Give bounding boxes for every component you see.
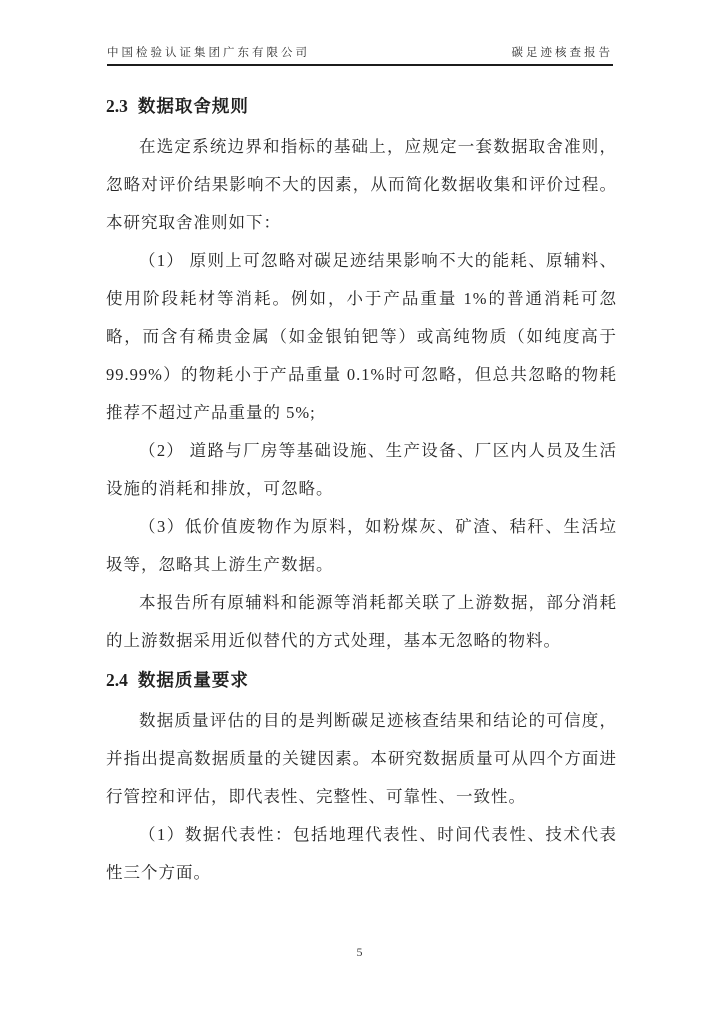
paragraph: 本报告所有原辅料和能源等消耗都关联了上游数据，部分消耗的上游数据采用近似替代的方式处理，基本无忽略的物料。 [106, 593, 617, 650]
section-heading [106, 92, 617, 120]
paragraph: （2） 道路与厂房等基础设施、生产设备、厂区内人员及生活设施的消耗和排放，可忽略。 [106, 441, 617, 498]
header-company-name: 中国检验认证集团广东有限公司 [107, 47, 310, 59]
paragraph: 在选定系统边界和指标的基础上，应规定一套数据取舍准则，忽略对评价结果影响不大的因素，从而简化数据收集和评价过程。本研究取舍准则如下： [106, 137, 617, 232]
paragraph: （3）低价值废物作为原料，如粉煤灰、矿渣、秸秆、生活垃圾等，忽略其上游生产数据。 [106, 517, 617, 574]
section-number: 2.3 [106, 96, 128, 116]
section-data-cutoff-rules [106, 92, 617, 660]
section-title: 数据质量要求 [137, 670, 249, 690]
paragraph: （1） 原则上可忽略对碳足迹结果影响不大的能耗、原辅料、使用阶段耗材等消耗。例如，小于产品重量 1%的普通消耗可忽略，而含有稀贵金属（如金银铂钯等）或高纯物质（如纯度高于 99.99%）的物耗小于产品重量 0.1%时可忽略，但总共忽略的物耗推荐不超过产品重量的 5%; [106, 251, 617, 422]
section-number: 2.4 [106, 670, 128, 690]
section-heading [106, 666, 617, 694]
paragraph: （1）数据代表性：包括地理代表性、时间代表性、技术代表性三个方面。 [106, 825, 617, 882]
page-footer [0, 945, 719, 960]
section-title: 数据取舍规则 [137, 96, 249, 116]
page-number: 5 [356, 945, 363, 959]
page-body [106, 92, 617, 892]
header-report-title: 碳足迹核查报告 [511, 47, 613, 59]
paragraph: 数据质量评估的目的是判断碳足迹核查结果和结论的可信度，并指出提高数据质量的关键因素。本研究数据质量可从四个方面进行管控和评估，即代表性、完整性、可靠性、一致性。 [106, 711, 617, 806]
page-header [107, 44, 613, 66]
section-data-quality-requirements [106, 666, 617, 892]
